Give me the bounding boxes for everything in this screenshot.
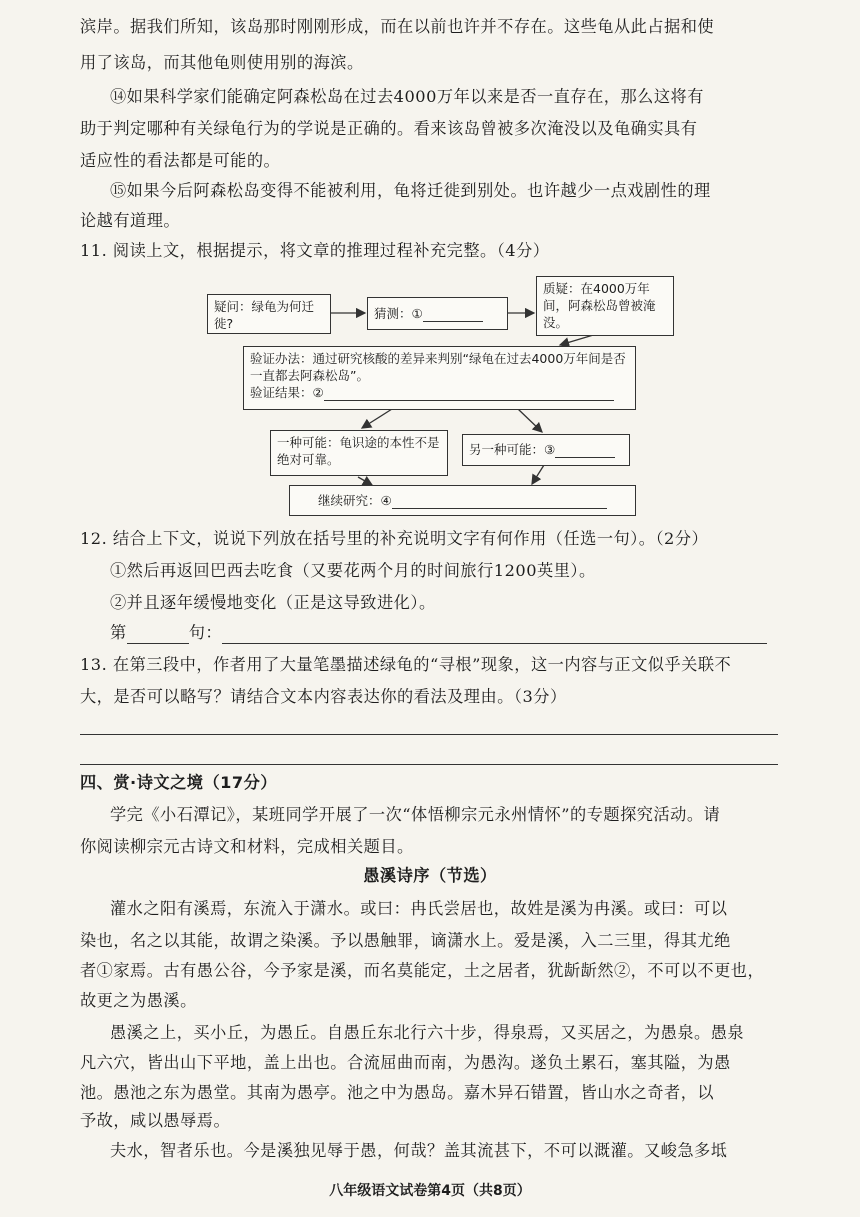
poem-p1-line-2: 染也，名之以其能，故谓之染溪。予以愚触罪，谪潇水上。爱是溪，入二三里，得其尤绝 bbox=[80, 931, 731, 950]
para-15-line-1: ⑮如果今后阿森松岛变得不能被利用，龟将迁徙到别处。也许越少一点戏剧性的理 bbox=[110, 181, 711, 200]
poem-p1-line-4: 故更之为愚溪。 bbox=[80, 991, 197, 1010]
answer-blank-1[interactable] bbox=[423, 321, 483, 322]
para-14-line-1: ⑭如果科学家们能确定阿森松岛在过去4000万年以来是否一直存在，那么这将有 bbox=[110, 87, 704, 106]
diagram-further-label: 继续研究：④ bbox=[318, 493, 392, 508]
poem-p3-line-1: 夫水，智者乐也。今是溪独见辱于愚，何哉？盖其流甚下，不可以溉灌。又峻急多坻 bbox=[110, 1141, 728, 1160]
question-13-line-1: 13. 在第三段中，作者用了大量笔墨描述绿龟的“寻根”现象，这一内容与正文似乎关联不 bbox=[80, 655, 732, 674]
section-4-intro-2: 你阅读柳宗元古诗文和材料，完成相关题目。 bbox=[80, 837, 414, 856]
poem-p2-line-1: 愚溪之上，买小丘，为愚丘。自愚丘东北行六十步，得泉焉，又买居之，为愚泉。愚泉 bbox=[110, 1023, 745, 1042]
poem-title: 愚溪诗序（节选） bbox=[363, 866, 497, 885]
poem-p2-line-2: 凡六穴，皆出山下平地，盖上出也。合流屈曲而南，为愚沟。遂负土累石，塞其隘，为愚 bbox=[80, 1053, 731, 1072]
sentence-number-blank[interactable] bbox=[127, 643, 189, 644]
page-footer: 八年级语文试卷第4页（共8页） bbox=[329, 1183, 531, 1199]
poem-p1-line-1: 灌水之阳有溪焉，东流入于潇水。或曰：冉氏尝居也，故姓是溪为冉溪。或曰：可以 bbox=[110, 899, 728, 918]
section-4-heading: 四、赏·诗文之境（17分） bbox=[80, 773, 278, 792]
answer-line-13-a[interactable] bbox=[80, 734, 778, 735]
diagram-further-box bbox=[289, 485, 636, 516]
diagram-guess-box bbox=[367, 297, 508, 330]
answer-blank-12[interactable] bbox=[222, 643, 767, 644]
diagram-possible-2-box bbox=[462, 434, 630, 466]
poem-p2-line-3: 池。愚池之东为愚堂。其南为愚亭。池之中为愚岛。嘉木异石错置，皆山水之奇者，以 bbox=[80, 1083, 715, 1102]
poem-p2-line-4: 予故，咸以愚辱焉。 bbox=[80, 1111, 231, 1130]
para-14-line-2: 助于判定哪种有关绿龟行为的学说是正确的。看来该岛曾被多次淹没以及龟确实具有 bbox=[80, 119, 698, 138]
diagram-possible-2-label: 另一种可能：③ bbox=[469, 442, 556, 457]
question-12-sentence-1: ①然后再返回巴西去吃食（又要花两个月的时间旅行1200英里）。 bbox=[110, 561, 596, 580]
diagram-possible-1-box: 一种可能：龟识途的本性不是绝对可靠。 bbox=[270, 430, 448, 476]
answer-blank-3[interactable] bbox=[555, 457, 615, 458]
diagram-result-label: 验证结果：② bbox=[250, 385, 324, 400]
answer-blank-2[interactable] bbox=[324, 400, 614, 401]
question-12-answer-line bbox=[110, 622, 782, 644]
para-15-line-2: 论越有道理。 bbox=[80, 211, 181, 230]
question-12: 12. 结合上下文，说说下列放在括号里的补充说明文字有何作用（任选一句）。（2分） bbox=[80, 529, 709, 548]
poem-p1-line-3: 者①家焉。古有愚公谷，今予家是溪，而名莫能定，土之居者，犹龂龂然②，不可以不更也， bbox=[80, 961, 765, 980]
question-11: 11. 阅读上文，根据提示，将文章的推理过程补充完整。（4分） bbox=[80, 241, 550, 260]
diagram-method-text: 验证办法：通过研究核酸的差异来判别“绿龟在过去4000万年间是否一直都去阿森松岛”。 bbox=[250, 351, 626, 383]
question-12-sentence-2: ②并且逐年缓慢地变化（正是这导致进化）。 bbox=[110, 593, 436, 612]
diagram-doubt-box: 质疑：在4000万年间，阿森松岛曾被淹没。 bbox=[536, 276, 674, 336]
section-4-intro-1: 学完《小石潭记》，某班同学开展了一次“体悟柳宗元永州情怀”的专题探究活动。请 bbox=[110, 805, 721, 824]
diagram-question-box: 疑问：绿龟为何迁徙? bbox=[207, 294, 331, 334]
answer-blank-4[interactable] bbox=[392, 508, 607, 509]
para-14-line-3: 适应性的看法都是可能的。 bbox=[80, 151, 281, 170]
question-13-line-2: 大，是否可以略写？请结合文本内容表达你的看法及理由。（3分） bbox=[80, 687, 567, 706]
para-top-line-1: 滨岸。据我们所知，该岛那时刚刚形成，而在以前也许并不存在。这些龟从此占据和使 bbox=[80, 17, 715, 36]
para-top-line-2: 用了该岛，而其他龟则使用别的海滨。 bbox=[80, 53, 364, 72]
answer-prefix: 第 bbox=[110, 623, 127, 642]
answer-line-13-b[interactable] bbox=[80, 764, 778, 765]
answer-suffix: 句： bbox=[188, 623, 223, 642]
diagram-method-box bbox=[243, 346, 636, 410]
diagram-guess-label: 猜测：① bbox=[374, 306, 423, 321]
